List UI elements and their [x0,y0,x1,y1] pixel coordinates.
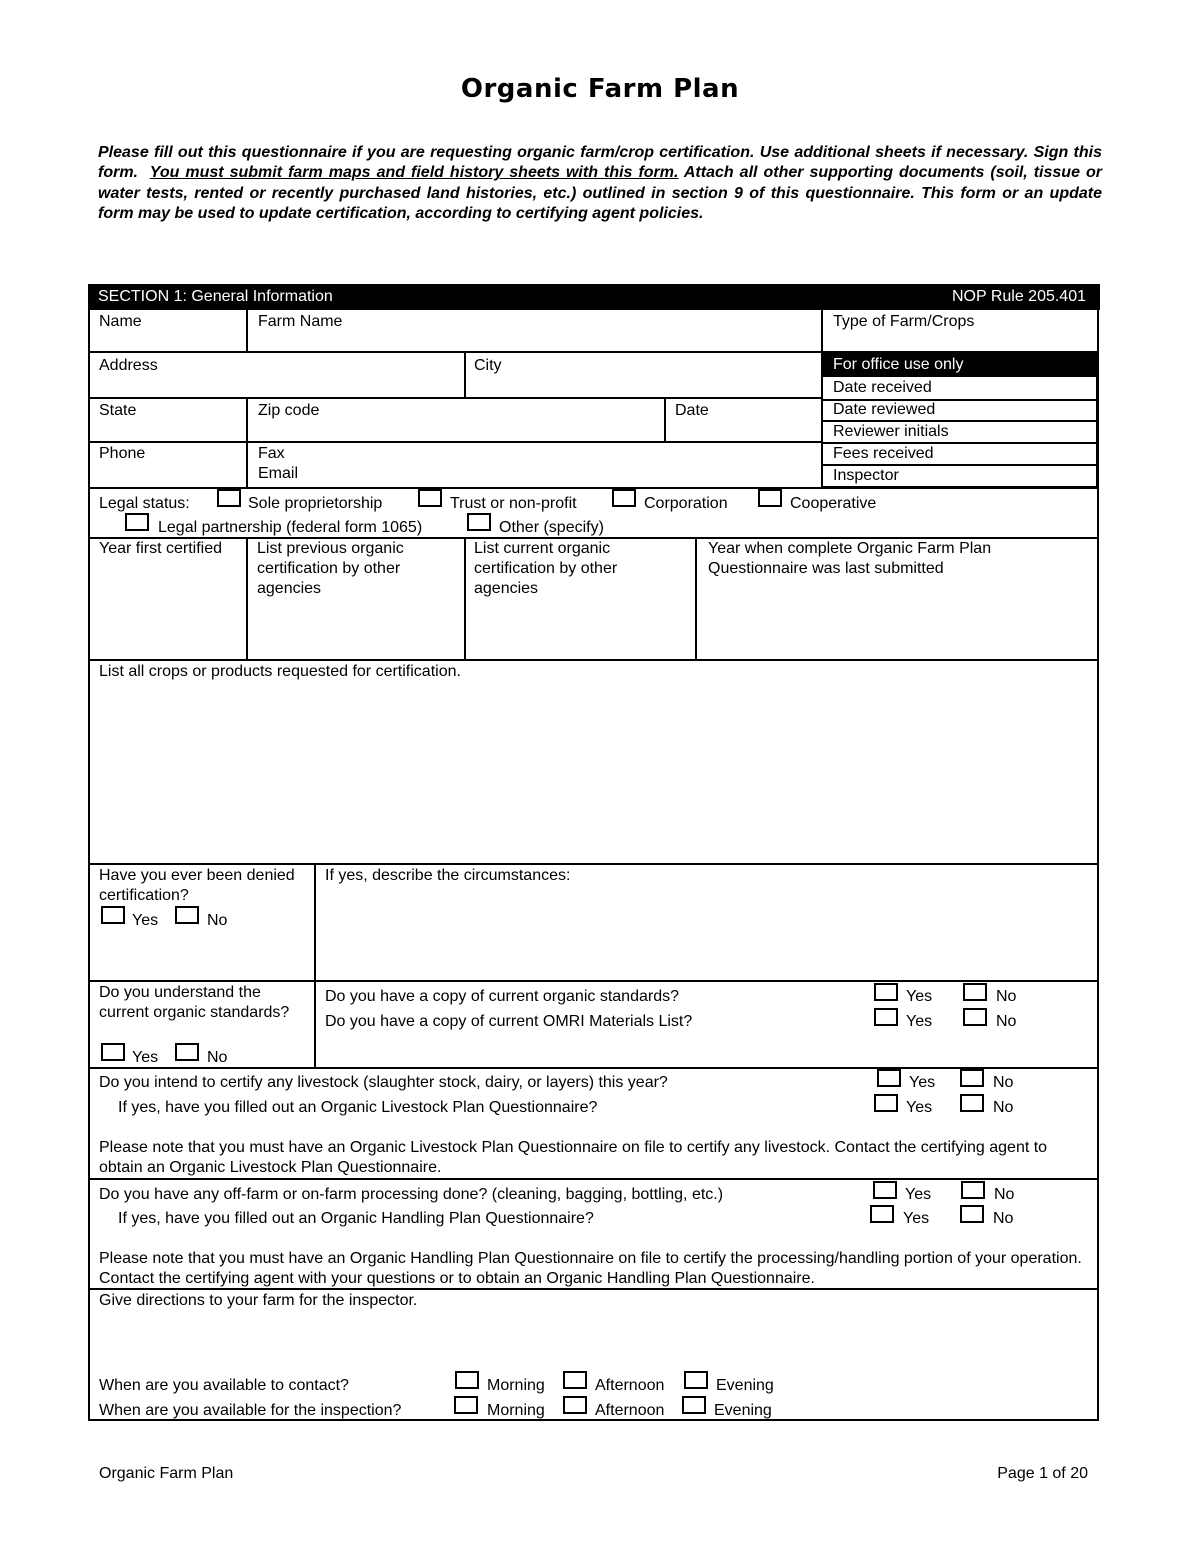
address-field[interactable] [90,376,463,396]
divider [88,1178,1099,1180]
zip-field[interactable] [248,421,663,440]
previous-certification-label: List previous organic certification by other agencies [257,540,404,597]
denied-no-label: No [207,912,228,929]
email-label: Email [258,465,299,482]
copy-omri-label: Do you have a copy of current OMRI Materials List? [325,1013,693,1030]
livestock-no-checkbox[interactable] [960,1069,984,1087]
contact-evening-checkbox[interactable] [684,1371,708,1389]
livestock-note: Please note that you must have an Organic Livestock Plan Questionnaire on file to certify any livestock. Contact the certifying agent to obtain an Organic Livestock Plan Questionnaire. [99,1139,1048,1176]
table-bottom-border [88,1419,1099,1421]
processing-no-checkbox[interactable] [961,1181,985,1199]
office-date-reviewed: Date reviewed [833,401,936,418]
crops-field[interactable] [90,684,1095,862]
divider [88,441,822,443]
understand-standards-label: Do you understand the current organic standards? [99,984,290,1021]
type-of-farm-field[interactable] [823,332,1096,351]
farm-name-label: Farm Name [258,313,343,330]
trust-label: Trust or non-profit [450,495,577,512]
legal-status-label: Legal status: [99,495,190,512]
instructions-required-maps: You must submit farm maps and field history sheets with this form. [149,164,679,182]
denied-describe-label: If yes, describe the circumstances: [325,867,571,884]
copy-omri-no-label: No [996,1013,1017,1030]
office-reviewer-initials: Reviewer initials [833,423,949,440]
legal-partnership-checkbox[interactable] [125,513,149,531]
instructions-text-1: Please fill out this questionnaire if you are requesting organic farm/crop certification. Use additional sheets if necessary. Sign this form. [98,144,1102,182]
office-fees-received: Fees received [833,445,934,462]
copy-standards-label: Do you have a copy of current organic standards? [325,988,679,1005]
year-first-certified-label: Year first certified [99,540,223,557]
copy-omri-no-checkbox[interactable] [963,1008,987,1026]
year-complete-label: Year when complete Organic Farm Plan Questionnaire was last submitted [708,540,992,577]
corporation-label: Corporation [644,495,728,512]
legal-partnership-label: Legal partnership (federal form 1065) [158,519,423,536]
denied-describe-field[interactable] [317,888,1095,978]
handling-plan-question: If yes, have you filled out an Organic Handling Plan Questionnaire? [118,1210,594,1227]
divider [88,980,1099,982]
office-inspector: Inspector [833,467,899,484]
divider [695,539,697,660]
livestock-question: Do you intend to certify any livestock (slaughter stock, dairy, or layers) this year? [99,1074,668,1091]
denied-no-checkbox[interactable] [175,906,199,924]
farm-name-field[interactable] [248,332,820,351]
divider [88,863,1099,865]
processing-question: Do you have any off-farm or on-farm processing done? (cleaning, bagging, bottling, etc.) [99,1186,724,1203]
livestock-yes-label: Yes [909,1074,936,1091]
handling-note: Please note that you must have an Organic Handling Plan Questionnaire on file to certify the processing/handling portion of your operation. Contact the certifying agent with your questions or to obtain an Organic Handling Plan Questionnaire. [99,1250,1082,1287]
inspection-morning-checkbox[interactable] [454,1396,478,1414]
city-label: City [474,357,502,374]
denied-label: Have you ever been denied certification? [99,867,295,904]
section-title: SECTION 1: General Information [98,288,333,305]
denied-yes-label: Yes [132,912,159,929]
inspection-afternoon-label: Afternoon [595,1402,665,1419]
inspection-evening-label: Evening [714,1402,772,1419]
copy-omri-yes-label: Yes [906,1013,933,1030]
handling-plan-yes-label: Yes [903,1210,930,1227]
directions-field[interactable] [90,1313,1095,1371]
other-label: Other (specify) [499,519,604,536]
divider [88,659,1099,661]
trust-checkbox[interactable] [418,489,442,507]
processing-no-label: No [994,1186,1015,1203]
understand-no-checkbox[interactable] [175,1043,199,1061]
copy-standards-no-label: No [996,988,1017,1005]
understand-yes-label: Yes [132,1049,159,1066]
denied-yes-checkbox[interactable] [101,906,125,924]
sole-proprietorship-checkbox[interactable] [217,489,241,507]
office-use-header [822,353,1098,377]
instructions-paragraph [98,143,1102,224]
processing-yes-checkbox[interactable] [873,1181,897,1199]
state-field[interactable] [90,421,245,440]
footer-title: Organic Farm Plan [99,1465,234,1482]
date-label: Date [675,402,709,419]
contact-evening-label: Evening [716,1377,774,1394]
contact-afternoon-checkbox[interactable] [563,1371,587,1389]
inspection-afternoon-checkbox[interactable] [563,1396,587,1414]
understand-yes-checkbox[interactable] [101,1043,125,1061]
inspection-morning-label: Morning [487,1402,545,1419]
phone-label: Phone [99,445,146,462]
contact-morning-label: Morning [487,1377,545,1394]
copy-standards-no-checkbox[interactable] [963,983,987,1001]
office-date-received: Date received [833,379,932,396]
contact-availability-label: When are you available to contact? [99,1377,349,1394]
contact-morning-checkbox[interactable] [455,1371,479,1389]
page-title: Organic Farm Plan [460,74,740,104]
inspection-evening-checkbox[interactable] [682,1396,706,1414]
handling-plan-no-checkbox[interactable] [960,1205,984,1223]
state-label: State [99,402,137,419]
livestock-plan-no-label: No [993,1099,1014,1116]
livestock-yes-checkbox[interactable] [877,1069,901,1087]
divider [88,397,822,399]
contact-afternoon-label: Afternoon [595,1377,665,1394]
livestock-plan-yes-label: Yes [906,1099,933,1116]
fax-label: Fax [258,445,285,462]
current-certification-label: List current organic certification by other agencies [474,540,618,597]
handling-plan-no-label: No [993,1210,1014,1227]
name-field[interactable] [90,332,245,351]
divider [246,399,248,489]
type-of-farm-label: Type of Farm/Crops [833,313,975,330]
phone-field[interactable] [90,464,245,486]
understand-no-label: No [207,1049,228,1066]
divider [88,1067,1099,1069]
livestock-no-label: No [993,1074,1014,1091]
handling-plan-yes-checkbox[interactable] [870,1205,894,1223]
copy-standards-yes-checkbox[interactable] [874,983,898,1001]
divider [464,539,466,660]
cooperative-label: Cooperative [790,495,877,512]
inspection-availability-label: When are you available for the inspection? [99,1402,402,1419]
copy-standards-yes-label: Yes [906,988,933,1005]
divider [88,1288,1099,1290]
other-checkbox[interactable] [467,513,491,531]
processing-yes-label: Yes [905,1186,932,1203]
city-field[interactable] [466,376,820,396]
zip-label: Zip code [258,402,320,419]
corporation-checkbox[interactable] [612,489,636,507]
divider [246,539,248,660]
cooperative-checkbox[interactable] [758,489,782,507]
page-number: Page 1 of 20 [997,1465,1088,1482]
instructions-text-2: Attach all other supporting documents (soil, tissue or water tests, rented or recently purchased land histories, etc.) outlined in section 9 of this questionnaire. This form or an update form may be used to update certification, according to certifying agent policies. [98,164,1102,222]
office-use-title: For office use only [833,356,964,373]
copy-omri-yes-checkbox[interactable] [874,1008,898,1026]
livestock-plan-yes-checkbox[interactable] [874,1094,898,1112]
crops-label: List all crops or products requested for certification. [99,663,461,680]
section-header [88,284,1100,310]
livestock-plan-no-checkbox[interactable] [960,1094,984,1112]
address-label: Address [99,357,158,374]
nop-rule-reference: NOP Rule 205.401 [951,288,1086,305]
sole-proprietorship-label: Sole proprietorship [248,495,383,512]
fax-email-field[interactable] [300,444,820,484]
livestock-plan-question: If yes, have you filled out an Organic Livestock Plan Questionnaire? [118,1099,598,1116]
directions-label: Give directions to your farm for the inspector. [99,1292,418,1309]
name-label: Name [99,313,142,330]
date-field[interactable] [666,421,820,440]
